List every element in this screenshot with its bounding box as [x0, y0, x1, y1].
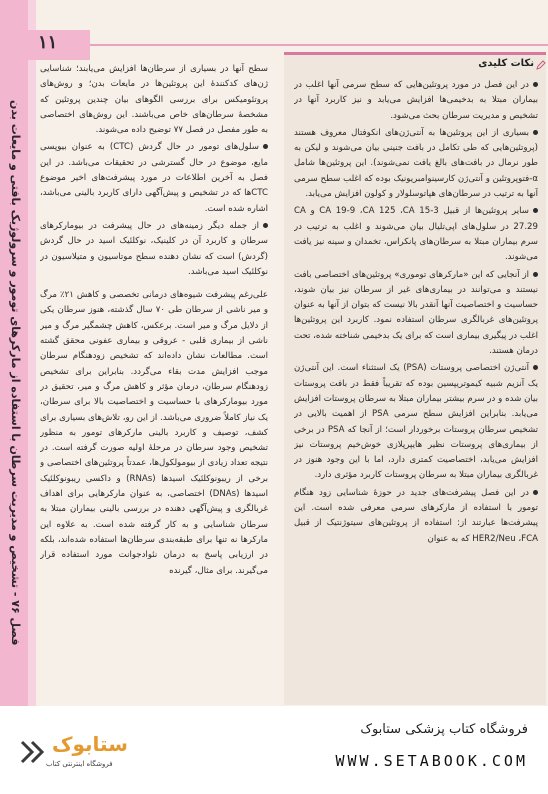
logo-subtitle: فروشگاه اینترنتی کتاب [46, 760, 113, 768]
bullet-icon [533, 208, 538, 213]
bullet-icon [533, 272, 538, 277]
paragraph: از جمله دیگر زمینه‌های در حال پیشرفت در بیومارکرهای سرطان و کاربرد آن در کلینیک، نوکلئیک اسید در حال گردش (گردش) است که نشان دهنده سطح موتاسیون و متیلاسیون در نوکلئیک اسید می‌باشد. [40, 220, 268, 277]
paragraph: علی‌رغم پیشرفت شیوه‌های درمانی تخصصی و کاهش ۲۱٪ مرگ و میر ناشی از سرطان طی ۷۰ سال گذشته، هنوز سرطان یکی از دلایل مرگ و میر است. برعکس، کاهش چشمگیر مرگ و میر ناشی از بیماری قلبی - عروقی و بیماری عفونی محقق گشته است. مطالعات نشان داده‌اند که تشخیص زودهنگام سرطان موجب افزایش مدت بقاء می‌گردد. بنابراین برای تشخیص زودهنگام سرطان، درمان مؤثر و کاهش مرگ و میر، تحقیق در مورد بیومارکرهای با حساسیت و اختصاصیت بالا برای سرطان، یک نیاز کاملاً ضروری می‌باشد. از این رو، تلاش‌های بسیاری برای کشف، توصیف و کاربرد بالینی مارکرهای تومور به منظور تشخیص وجود سرطان در مرحلهٔ اولیه صورت گرفته است. در نتیجه تعداد زیادی از بیومولکول‌ها، عمدتاً پروتئین‌های اختصاصی و برخی از ریبونوکلئیک اسیدها (RNAs) و داکسی ریبونوکلئیک اسیدها (DNAs) اختصاصی، به عنوان مارکرهایی برای اهداف غربالگری و پیش‌آگهی دهنده در بررسی بالینی بیماران مبتلا به سرطان شناسایی و به کار گرفته شده است. به علاوه این مارکرها نه تنها برای طبقه‌بندی سرطان‌ها استفاده شده‌اند، بلکه در ارزیابی پاسخ به درمان نئوادجوانت مورد استفاده قرار می‌گیرند. برای مثال، گیرنده [40, 290, 268, 576]
chapter-side-title: فصل ۷۶ - تشخیص و مدیریت سرطان با استفاده از مارکرهای تومور و سرولوژیک بافتی و مایعات بدن [9, 100, 22, 646]
main-text-column [40, 62, 268, 702]
bullet-icon [263, 223, 268, 228]
list-item: از آنجایی که این «مارکرهای توموری» پروتئین‌های اختصاصی بافت نیستند و می‌توانند در بیماری‌های غیر از سرطان نیز بیان شوند، حساسیت و اختصاصیت آنها آنقدر بالا نیست که بتوان از آنها به عنوان پروتئین‌های غربالگری سرطان استفاده نمود. کاربرد این پروتئین‌ها اغلب در پیگیری بیماری است که برای یک بدخیمی شناخته شده، تحت درمان هستند. [294, 269, 538, 357]
bullet-icon [533, 490, 538, 495]
page-number: ۱۱ [38, 32, 58, 53]
shop-name: فروشگاه کتاب پزشکی ستابوک [360, 722, 528, 737]
bullet-icon [533, 130, 538, 135]
paragraph: سلول‌های تومور در حال گردش (CTC) به عنوان بیوپسی مایع، موضوع در حال گسترشی در تحقیقات می‌باشد. در این فصل به آخرین اطلاعات در مورد پیشرفت‌های اخیر موضوع CTCها که در تشخیص و پیش‌آگهی دارای کاربرد بالینی می‌باشد، اشاره شده است. [40, 142, 268, 214]
key-points-list [294, 78, 538, 702]
list-item: سایر پروتئین‌ها از قبیل CA 19-9 ،CA 125 ،CA 15-3 و CA 27.29 در سلول‌های اپی‌تلیال بیان می‌شوند و اغلب به ترتیب در سرم بیماران مبتلا به سرطان‌های پانکراس، تخمدان و سینه نیز یافت می‌شوند. [294, 206, 538, 263]
pencil-icon [536, 60, 546, 70]
paragraph: سطح آنها در بسیاری از سرطان‌ها افزایش می‌یابند؛ شناسایی ژن‌های کدکنندهٔ این پروتئین‌ها در مایعات بدن؛ و روش‌های پروتئومیکس برای بررسی الگوهای بیان چندین پروتئین که مشخصهٔ سرطان‌های خاص می‌باشند. این روش‌های اختصاصی به طور مفصل در فصل ۷۷ توضیح داده می‌شوند. [40, 64, 268, 136]
shop-url-link[interactable]: WWW.SETABOOK.COM [335, 752, 528, 770]
logo-text[interactable]: ستابوک [52, 732, 128, 756]
key-points-title: نکات کلیدی [478, 58, 534, 69]
bullet-icon [533, 82, 538, 87]
bullet-icon [263, 144, 268, 149]
list-item: در این فصل پیشرفت‌های جدید در حوزهٔ شناسایی زود هنگام تومور با استفاده از مارکرهای سرمی معرفی شده است. این پیشرفت‌ها عبارتند از: استفاده از پروتئین‌های سیتوژنتیک از قبیل HER2/Neu ،FCA که به عنوان [294, 487, 538, 544]
header-rule [90, 44, 548, 46]
list-item: در این فصل در مورد پروتئین‌هایی که سطح سرمی آنها اغلب در بیماران مبتلا به بدخیمی‌ها افزایش می‌یابد و نیز کاربرد آنها در تشخیص و مدیریت سرطان بحث می‌شود. [294, 80, 538, 121]
list-item: آنتی‌ژن اختصاصی پروستات (PSA) یک استثناء است. این آنتی‌ژن یک آنزیم شبیه کیموتریپسین بوده که تقریباً فقط در بافت پروستات بیان شده و در سرم بیشتر بیماران مبتلا به سرطان پروستات افزایش می‌یابد. بنابراین افزایش سطح سرمی PSA از اهمیت بالایی در تشخیص سرطان پروستات برخوردار است؛ از آنجا که PSA در برخی از بیماری‌های پروستات نظیر هایپرپلازی خوش‌خیم پروستات نیز افزایش می‌یابد، اختصاصیت کمتری دارد، اما با این وجود هنوز در غربالگری بیماران مبتلا به سرطان پروستات کاربرد مؤثری دارد. [294, 363, 538, 481]
pink-margin-band [28, 0, 36, 706]
list-item: بسیاری از این پروتئین‌ها به آنتی‌ژن‌های انکوفتال معروف هستند (پروتئین‌هایی که طی تکامل در بافت جنینی بیان می‌شوند و لیکن به طور نرمال در بافت‌های بالغ یافت نمی‌شوند). این پروتئین‌ها شامل α-فتوپروتئین و آنتی‌ژن کارسینوامبریونیک بوده که اغلب سطح سرمی آنها به ترتیب در سرطان‌های هپاتوسلولار و کولون افزایش می‌یابد. [294, 127, 538, 200]
bullet-icon [533, 365, 538, 370]
